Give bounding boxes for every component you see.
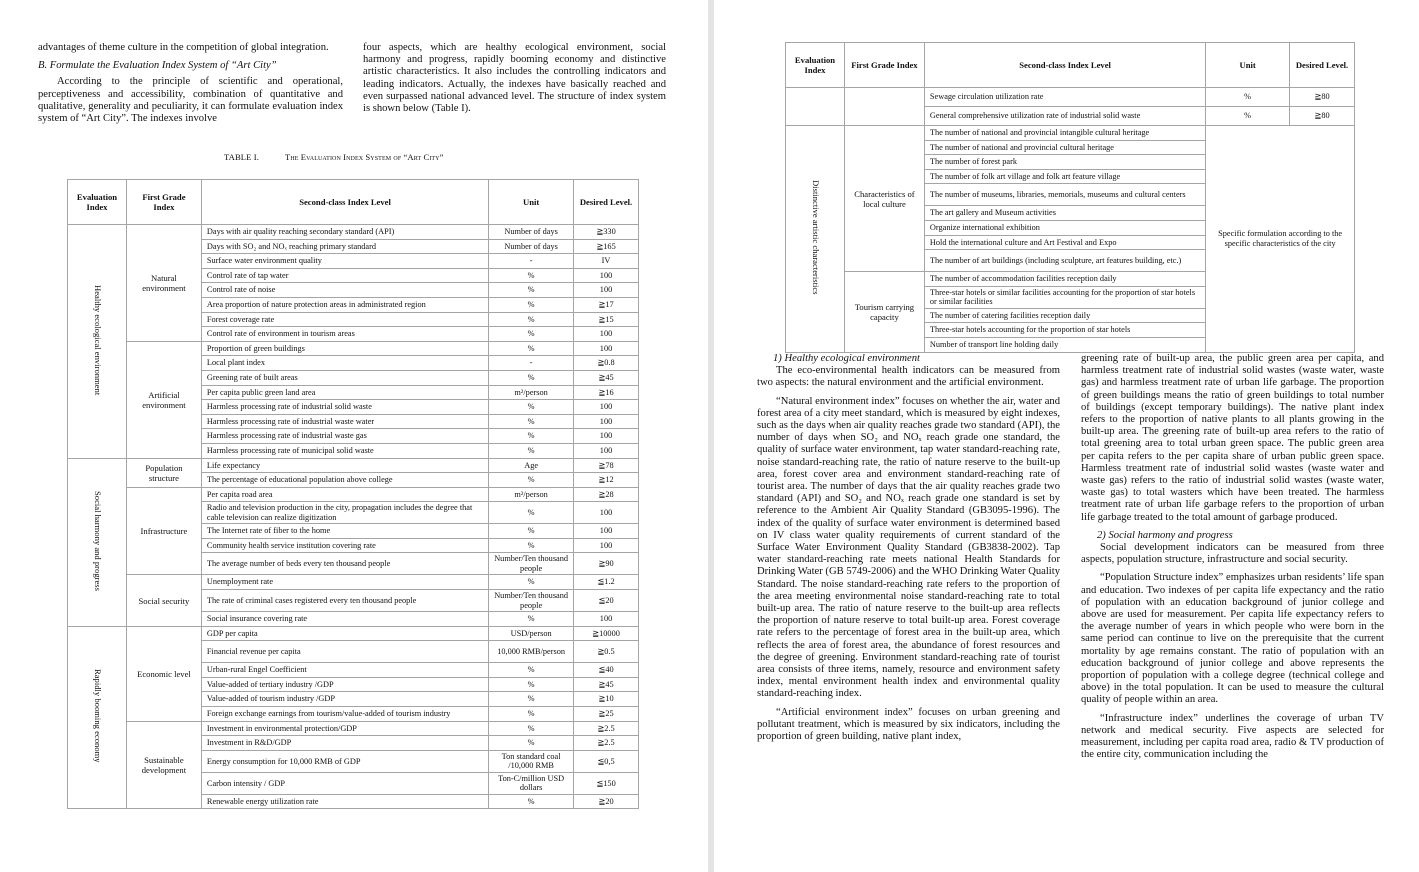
table-row [786,126,1355,141]
second-class-index-cell: Foreign exchange earnings from tourism/value-added of tourism industry [201,707,488,722]
desired-level-cell: IV [574,254,639,269]
desired-level-cell: 100 [574,524,639,539]
table-row [786,88,1355,107]
second-class-index-cell: GDP per capita [201,626,488,641]
second-class-index-cell: Urban-rural Engel Coefficient [201,663,488,678]
second-class-index-cell: Social insurance covering rate [201,612,488,627]
unit-cell: % [489,370,574,385]
second-class-index-cell: Radio and television production in the city, propagation includes the degree that cable television can realize digitization [201,502,488,524]
desired-level-cell: ≧330 [574,225,639,240]
desired-level-cell: 100 [574,341,639,356]
desired-level-cell: 100 [574,443,639,458]
second-class-index-cell: The number of folk art village and folk art feature village [924,169,1205,184]
desired-level-cell: ≧16 [574,385,639,400]
paragraph: The eco-environmental health indicators can be measured from two aspects: the natural environment and the artificial environment. [757,365,1060,389]
unit-cell: % [489,400,574,415]
index-table-part-2 [785,42,1355,353]
paragraph: According to the principle of scientific and operational, perceptiveness and accessibility, combination of quantitative and qualitative, generality and peculiarity, it can formulate evaluation index system of “Art City”. The indexes involve [38,76,343,125]
paragraph: “Population Structure index” emphasizes urban residents’ life span and education. Two indexes of per capita life expectancy and the ratio of population with an education background of junior college and above are used for measurement. Per capita life expectancy refers to the average number of years in which people who were born in the same period can continue to live on the prerequisite that the current mortality by age remains constant. The ratio of population with an education background of junior college and above represents the proportion of population with a college degree (technical college and above) in the total population. It can be used to measure the cultural quality of people within an area. [1081,572,1384,706]
evaluation-index-cell [786,126,845,353]
unit-cell: Number/Ten thousand people [489,553,574,575]
first-grade-index-cell: Artificial environment [126,341,201,458]
subsection-heading: 1) Healthy ecological environment [773,353,920,364]
desired-level-cell: ≧17 [574,297,639,312]
unit-cell: % [489,707,574,722]
unit-cell: % [489,663,574,678]
header-first-grade-index: First Grade Index [126,180,201,225]
second-class-index-cell: Investment in R&D/GDP [201,736,488,751]
first-grade-index-cell: Infrastructure [126,487,201,575]
table-title: The Evaluation Index System of “Art City” [284,152,444,162]
unit-cell: % [489,502,574,524]
unit-cell: Number/Ten thousand people [489,590,574,612]
desired-level-cell: 100 [574,268,639,283]
second-class-index-cell: Value-added of tourism industry /GDP [201,692,488,707]
second-class-index-cell: Control rate of noise [201,283,488,298]
header-second-class-index: Second-class Index Level [201,180,488,225]
unit-cell: m²/person [489,385,574,400]
desired-level-cell: ≧10000 [574,626,639,641]
header-evaluation-index: Evaluation Index [68,180,127,225]
evaluation-index-cell [68,458,127,626]
unit-cell: Age [489,458,574,473]
second-class-index-cell: Surface water environment quality [201,254,488,269]
second-class-index-cell: The Internet rate of fiber to the home [201,524,488,539]
desired-level-cell: ≧0.5 [574,641,639,663]
unit-cell: % [489,297,574,312]
second-class-index-cell: Days with SO₂ and NOₓ reaching primary standard [201,239,488,254]
header-unit: Unit [489,180,574,225]
second-class-index-cell: Local plant index [201,356,488,371]
header-unit: Unit [1206,43,1290,88]
left-column-2 [363,42,666,115]
unit-cell: % [489,677,574,692]
unit-cell: % [489,538,574,553]
merged-unit-desired-cell: Specific formulation according to the specific characteristics of the city [1206,126,1355,353]
table-caption [224,152,444,162]
second-class-index-cell: The number of national and provincial intangible cultural heritage [924,126,1205,141]
table-row [68,225,639,240]
evaluation-index-label: Healthy ecological environment [92,284,103,396]
second-class-index-cell: Forest coverage rate [201,312,488,327]
desired-level-cell: 100 [574,538,639,553]
paragraph: “Infrastructure index” underlines the coverage of urban TV network and medical security. Five aspects are selected for measurement, including per capita road area, radio & TV production of the entire city, communication including the [1081,712,1384,761]
second-class-index-cell: The number of accommodation facilities reception daily [924,272,1205,287]
table-row [68,721,639,736]
second-class-index-cell: The number of national and provincial cultural heritage [924,140,1205,155]
unit-cell: % [489,721,574,736]
second-class-index-cell: Energy consumption for 10,000 RMB of GDP [201,750,488,772]
subsection-heading: 2) Social harmony and progress [1097,529,1233,541]
desired-level-cell: ≧45 [574,677,639,692]
second-class-index-cell: Sewage circulation utilization rate [924,88,1205,107]
second-class-index-cell: Control rate of environment in tourism areas [201,327,488,342]
desired-level-cell: 100 [574,429,639,444]
evaluation-index-cell [786,88,845,126]
desired-level-cell: 100 [574,283,639,298]
unit-cell: % [489,443,574,458]
unit-cell: 10,000 RMB/person [489,641,574,663]
unit-cell: % [1206,107,1290,126]
desired-level-cell: ≧28 [574,487,639,502]
table-label: TABLE I. [224,152,259,162]
desired-level-cell: ≧12 [574,473,639,488]
second-class-index-cell: Community health service institution covering rate [201,538,488,553]
unit-cell: % [489,692,574,707]
second-class-index-cell: Carbon intensity / GDP [201,772,488,794]
desired-level-cell: ≧90 [574,553,639,575]
unit-cell: % [489,283,574,298]
second-class-index-cell: Per capita public green land area [201,385,488,400]
second-class-index-cell: Hold the international culture and Art Festival and Expo [924,235,1205,250]
desired-level-cell: ≧80 [1290,88,1355,107]
desired-level-cell: ≧80 [1290,107,1355,126]
paragraph: “Natural environment index” focuses on whether the air, water and forest area of a city meet standard, which is measured by eight indexes, such as the days when air quality reaches grade two standard (API), the number of days when SO₂ and NOₓ reach grade one standard, the quality of surface water environment, tap water standard-reaching rate, noise standard-reaching rate, the ratio of nature reserve to the built-up area, forest cover area and environment standard-reaching rate of tourist area. The number of days that the air quality reaches grade two standard (API) and SO₂ and NOₓ reach grade one standard is set by reference to the Ambient Air Quality Standard (GB3095-1996). The index of the quality of surface water environment is determined based on IV class water quality requirements of current standard of the Surface Water Environment Quality Standard (GB3838-2002). Tap water standard-reaching rate meets national Health Standards for Drinking Water (GB 5749-2006) and the WHO Drinking Water Quality Standard. The noise standard-reaching rate refers to the proportion of the area meeting environmental noise standard-reaching rate to total built-up area. The ratio of nature reserve to the built-up area reflects the proportion of nature reserve to total built-up area. Forest coverage rate refers to the percentage of forest area in the built-up area, which reflects the area of forest area, the abundance of forest resources and the degree of greening. Environment standard-reaching rate of tourist area consists of three items, namely, resource and environment safety index, mental environment health index and environmental quality standard-reaching index. [757,395,1060,700]
index-table-part-1 [67,179,639,809]
paragraph: advantages of theme culture in the competition of global integration. [38,42,329,53]
second-class-index-cell: Organize international exhibition [924,220,1205,235]
second-class-index-cell: Life expectancy [201,458,488,473]
paragraph: four aspects, which are healthy ecological environment, social harmony and progress, rapidly booming economy and distinctive artistic characteristics. It also includes the controlling indicators and leading indicators. Actually, the indexes have basically reached and even surpassed national advanced level. The structure of index system is shown below (Table I). [363,42,666,115]
desired-level-cell: ≦150 [574,772,639,794]
unit-cell: % [489,341,574,356]
desired-level-cell: ≧45 [574,370,639,385]
desired-level-cell: 100 [574,502,639,524]
unit-cell: % [489,794,574,809]
second-class-index-cell: Area proportion of nature protection areas in administrated region [201,297,488,312]
first-grade-index-cell: Population structure [126,458,201,487]
desired-level-cell: 100 [574,400,639,415]
evaluation-index-label: Social harmony and progress [92,490,103,591]
unit-cell: Number of days [489,239,574,254]
second-class-index-cell: The number of catering facilities reception daily [924,308,1205,323]
unit-cell: % [489,312,574,327]
desired-level-cell: ≦40 [574,663,639,678]
second-class-index-cell: Unemployment rate [201,575,488,590]
second-class-index-cell: Harmless processing rate of industrial waste gas [201,429,488,444]
second-class-index-cell: Harmless processing rate of municipal solid waste [201,443,488,458]
header-desired-level: Desired Level. [1290,43,1355,88]
desired-level-cell: ≧10 [574,692,639,707]
unit-cell: - [489,254,574,269]
unit-cell: % [489,473,574,488]
evaluation-index-label: Distinctive artistic characteristics [810,180,821,295]
unit-cell: - [489,356,574,371]
second-class-index-cell: The rate of criminal cases registered every ten thousand people [201,590,488,612]
unit-cell: Number of days [489,225,574,240]
unit-cell: Ton standard coal /10,000 RMB [489,750,574,772]
right-column-1 [757,353,1060,743]
second-class-index-cell: Days with air quality reaching secondary standard (API) [201,225,488,240]
unit-cell: % [489,612,574,627]
first-grade-index-cell: Natural environment [126,225,201,342]
desired-level-cell: ≧78 [574,458,639,473]
desired-level-cell: 100 [574,414,639,429]
second-class-index-cell: Harmless processing rate of industrial solid waste [201,400,488,415]
second-class-index-cell: Greening rate of built areas [201,370,488,385]
desired-level-cell: ≦0,5 [574,750,639,772]
first-grade-index-cell: Characteristics of local culture [844,126,924,272]
second-class-index-cell: The number of forest park [924,155,1205,170]
desired-level-cell: ≧2.5 [574,736,639,751]
desired-level-cell: ≦20 [574,590,639,612]
second-class-index-cell: The average number of beds every ten thousand people [201,553,488,575]
first-grade-index-cell: Economic level [126,626,201,721]
section-heading: B. Formulate the Evaluation Index System of “Art City” [38,60,277,72]
second-class-index-cell: Investment in environmental protection/GDP [201,721,488,736]
second-class-index-cell: General comprehensive utilization rate of industrial solid waste [924,107,1205,126]
desired-level-cell: ≧0.8 [574,356,639,371]
unit-cell: % [1206,88,1290,107]
unit-cell: Ton-C/million USD dollars [489,772,574,794]
second-class-index-cell: Value-added of tertiary industry /GDP [201,677,488,692]
desired-level-cell: 100 [574,327,639,342]
second-class-index-cell: Number of transport line holding daily [924,337,1205,352]
table-row [68,341,639,356]
paragraph: “Artificial environment index” focuses on urban greening and pollutant treatment, which is measured by six indicators, including the proportion of green building, native plant index, [757,706,1060,743]
second-class-index-cell: The art gallery and Museum activities [924,206,1205,221]
first-grade-index-cell [844,88,924,126]
header-second-class-index: Second-class Index Level [924,43,1205,88]
second-class-index-cell: Harmless processing rate of industrial waste water [201,414,488,429]
desired-level-cell: ≧25 [574,707,639,722]
first-grade-index-cell: Sustainable development [126,721,201,809]
unit-cell: m²/person [489,487,574,502]
table-row [68,626,639,641]
evaluation-index-label: Rapidly booming economy [92,669,103,764]
table-row [68,487,639,502]
second-class-index-cell: Financial revenue per capita [201,641,488,663]
unit-cell: % [489,327,574,342]
right-column-2 [1081,353,1384,762]
first-grade-index-cell: Tourism carrying capacity [844,272,924,352]
second-class-index-cell: Renewable energy utilization rate [201,794,488,809]
paragraph: Social development indicators can be measured from three aspects, population structure, infrastructure and social security. [1081,542,1384,566]
evaluation-index-cell [68,626,127,809]
unit-cell: % [489,524,574,539]
table-row [68,458,639,473]
left-column-1 [38,42,343,125]
header-first-grade-index: First Grade Index [844,43,924,88]
second-class-index-cell: The percentage of educational population above college [201,473,488,488]
desired-level-cell: ≧165 [574,239,639,254]
unit-cell: % [489,429,574,444]
table-row [68,575,639,590]
unit-cell: USD/person [489,626,574,641]
unit-cell: % [489,268,574,283]
first-grade-index-cell: Social security [126,575,201,626]
header-evaluation-index: Evaluation Index [786,43,845,88]
desired-level-cell: ≧2.5 [574,721,639,736]
desired-level-cell: ≧20 [574,794,639,809]
unit-cell: % [489,575,574,590]
left-page [0,0,708,872]
second-class-index-cell: Control rate of tap water [201,268,488,283]
second-class-index-cell: The number of art buildings (including sculpture, art features building, etc.) [924,250,1205,272]
desired-level-cell: 100 [574,612,639,627]
right-page [714,0,1419,872]
header-desired-level: Desired Level. [574,180,639,225]
second-class-index-cell: Three-star hotels or similar facilities accounting for the proportion of star hotels or similar facilities [924,286,1205,308]
desired-level-cell: ≧15 [574,312,639,327]
second-class-index-cell: Proportion of green buildings [201,341,488,356]
second-class-index-cell: The number of museums, libraries, memorials, museums and cultural centers [924,184,1205,206]
evaluation-index-cell [68,225,127,459]
desired-level-cell: ≦1.2 [574,575,639,590]
unit-cell: % [489,736,574,751]
paragraph: greening rate of built-up area, the public green area per capita, and harmless treatment rate of industrial solid wastes (waste water, waste gas) and harmless treatment rate of urban life garbage. The proportion of green buildings means the ratio of green buildings to total number of buildings (except temporary buildings). The native plant index refers to the proportion of native plants to all plants growing in the built-up area. The greening rate of built-up area refers to the ratio of total greening area to total urban green space. The public green area per capita refers to the per capita share of urban public green space. Harmless treatment rate of industrial solid wastes (waste water and waste gas) refers to the ratio of industrial solid wastes (waste water, waste gas) to total wasters which have been treated. The harmless treatment rate of urban life garbage refers to the proportion of urban life garbage treated to the total amount of garbage produced. [1081,353,1384,523]
second-class-index-cell: Per capita road area [201,487,488,502]
second-class-index-cell: Three-star hotels accounting for the proportion of star hotels [924,323,1205,338]
unit-cell: % [489,414,574,429]
